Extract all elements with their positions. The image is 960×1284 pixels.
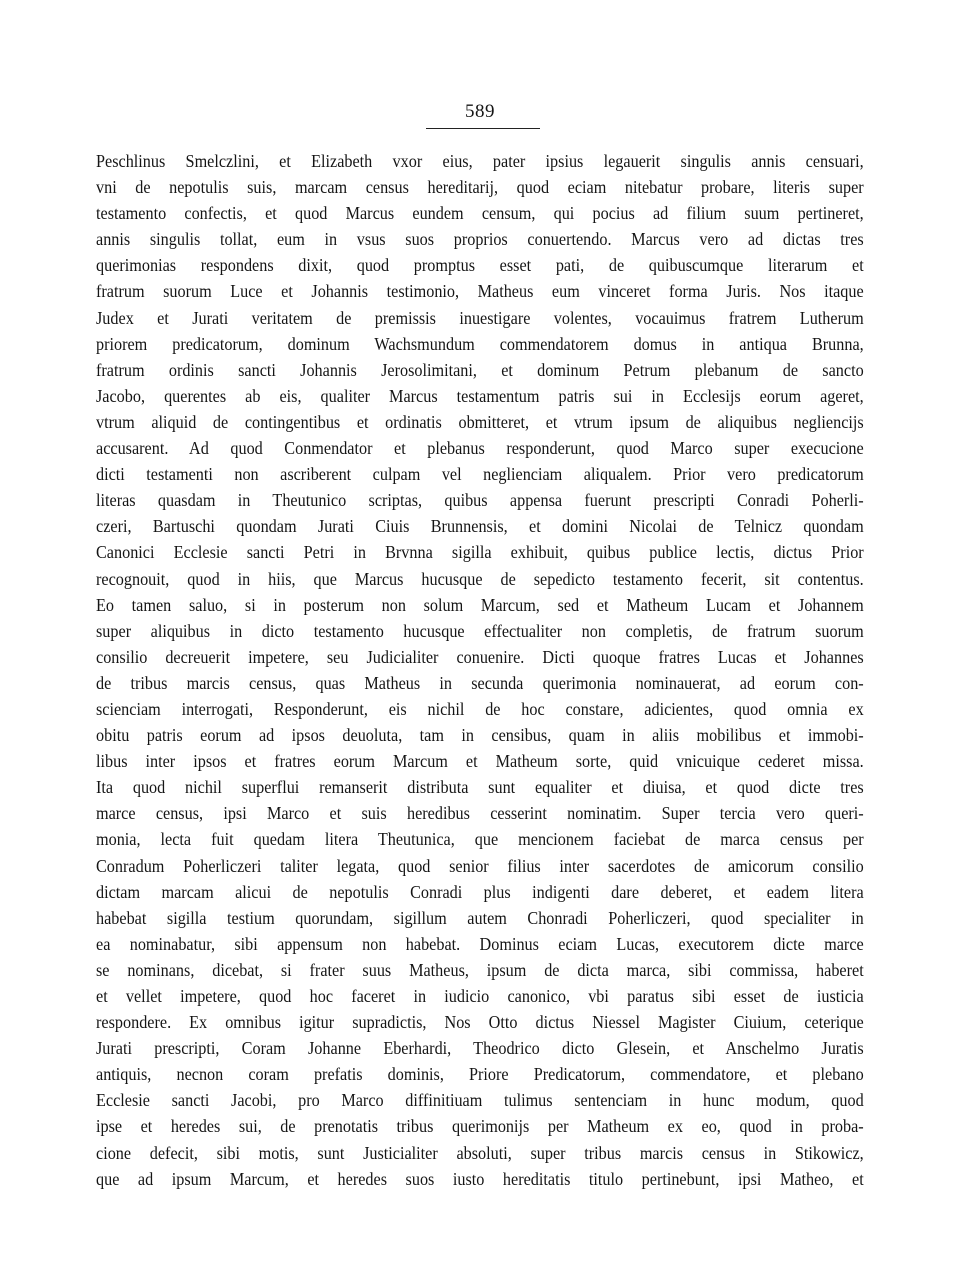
- text-line: super aliquibus in dicto testamento hucusque effectualiter non completis, de fratrum suorum: [96, 620, 864, 641]
- text-line: ipse et heredes sui, de prenotatis tribus querimonijs per Matheum ex eo, quod in proba-: [96, 1116, 864, 1137]
- text-line: recognouit, quod in hiis, que Marcus hucusque de sepedicto testamento fecerit, sit contentus.: [96, 568, 864, 589]
- text-line: querimonias respondens dixit, quod promptus esset pati, de quibuscumque literarum et: [96, 255, 864, 276]
- text-line: Jurati prescripti, Coram Johanne Eberhardi, Theodrico dicto Glesein, et Anschelmo Juratis: [96, 1038, 864, 1059]
- text-line: fratrum ordinis sancti Johannis Jerosolimitani, et dominum Petrum plebanum de sancto: [96, 359, 864, 380]
- text-line: dictam marcam alicui de nepotulis Conradi plus indigenti dare deberet, et eadem litera: [96, 881, 864, 902]
- text-line: Canonici Ecclesie sancti Petri in Brvnna sigilla exhibuit, quibus publice lectis, dictus Prior: [96, 542, 864, 563]
- text-line: Conradum Poherliczeri taliter legata, quod senior filius inter sacerdotes de amicorum consilio: [96, 855, 864, 876]
- text-line: scienciam interrogati, Responderunt, eis nichil de hoc constare, adicientes, quod omnia ex: [96, 698, 864, 719]
- text-line: annis singulis tollat, eum in vsus suos proprios conuertendo. Marcus vero ad dictas tres: [96, 229, 864, 250]
- text-line: ea nominabatur, sibi appensum non habebat. Dominus eciam Lucas, executorem dicte marce: [96, 933, 864, 954]
- text-line: marce census, ipsi Marco et suis heredibus cesserint nominatim. Super tercia vero queri-: [96, 803, 864, 824]
- text-line: cione defecit, sibi motis, sunt Justicialiter absoluti, super tribus marcis census in Stikowicz,: [96, 1142, 864, 1163]
- text-line: accusarent. Ad quod Conmendator et plebanus responderunt, quod Marco super execucione: [96, 438, 864, 459]
- text-line: Jacobo, querentes ab eis, qualiter Marcus testamentum patris sui in Ecclesijs eorum ageret,: [96, 385, 864, 406]
- text-line: habebat sigilla testium quorundam, sigillum autem Chonradi Poherliczeri, quod specialiter in: [96, 907, 864, 928]
- text-line: priorem predicatorum, dominum Wachsmundum commendatorem domus in antiqua Brunna,: [96, 333, 864, 354]
- text-line: Peschlinus Smelczlini, et Elizabeth vxor eius, pater ipsius legauerit singulis annis censuari,: [96, 151, 864, 171]
- text-line: Judex et Jurati veritatem de premissis inuestigare volentes, vocauimus fratrem Lutherum: [96, 307, 864, 328]
- text-line: vni de nepotulis suis, marcam census hereditarij, quod eciam nitebatur probare, literis super: [96, 177, 864, 198]
- text-line: respondere. Ex omnibus igitur supradictis, Nos Otto dictus Niessel Magister Ciuium, ceterique: [96, 1012, 864, 1033]
- text-line: que ad ipsum Marcum, et heredes suos iusto hereditatis titulo pertinebunt, ipsi Matheo, et: [96, 1168, 864, 1189]
- text-line: de tribus marcis census, quas Matheus in secunda querimonia nominauerat, ad eorum con-: [96, 672, 864, 693]
- header-rule: [426, 128, 540, 129]
- text-line: et vellet impetere, quod hoc faceret in iudicio canonico, vbi paratus sibi esset de iusticia: [96, 986, 864, 1006]
- body-text: [96, 148, 864, 1192]
- text-line: literas quasdam in Theutunico scriptas, quibus appensa fuerunt prescripti Conradi Poherli-: [96, 490, 864, 511]
- text-line: se nominans, dicebat, si frater suus Matheus, ipsum de dicta marca, sibi commissa, haberet: [96, 959, 864, 980]
- text-line: Eo tamen saluo, si in posterum non solum Marcum, sed et Matheum Lucam et Johannem: [96, 594, 864, 615]
- text-line: Ecclesie sancti Jacobi, pro Marco diffinitiuam tulimus sentenciam in hunc modum, quod: [96, 1090, 864, 1111]
- text-line: vtrum aliquid de contingentibus et ordinatis obmitteret, et vtrum ipsum de aliquibus negliencijs: [96, 411, 864, 432]
- text-line: obitu patris eorum ad ipsos deuoluta, tam in censibus, quam in aliis mobilibus et immobi-: [96, 725, 864, 746]
- text-line: fratrum suorum Luce et Johannis testimonio, Matheus eum vinceret forma Juris. Nos itaque: [96, 281, 864, 302]
- text-line: Ita quod nichil superflui remanserit distributa sunt equaliter et diuisa, et quod dicte tres: [96, 777, 864, 798]
- text-line: monia, lecta fuit quedam litera Theutunica, que mencionem faciebat de marca census per: [96, 829, 864, 850]
- text-line: antiquis, necnon coram prefatis dominis, Priore Predicatorum, commendatore, et plebano: [96, 1064, 864, 1085]
- page-number: 589: [465, 101, 495, 122]
- text-line: consilio decreuerit impetere, seu Judicialiter conuenire. Dicti quoque fratres Lucas et Johannes: [96, 646, 864, 667]
- text-line: libus inter ipsos et fratres eorum Marcum et Matheum sorte, quid vnicuique cederet missa.: [96, 751, 864, 772]
- text-line: czeri, Bartuschi quondam Jurati Ciuis Brunnensis, et domini Nicolai de Telnicz quondam: [96, 516, 864, 537]
- text-line: dicti testamenti non ascriberent culpam vel neglienciam aliqualem. Prior vero predicatorum: [96, 464, 864, 485]
- text-line: testamento confectis, et quod Marcus eundem censum, qui pocius ad filium suum pertineret,: [96, 203, 864, 224]
